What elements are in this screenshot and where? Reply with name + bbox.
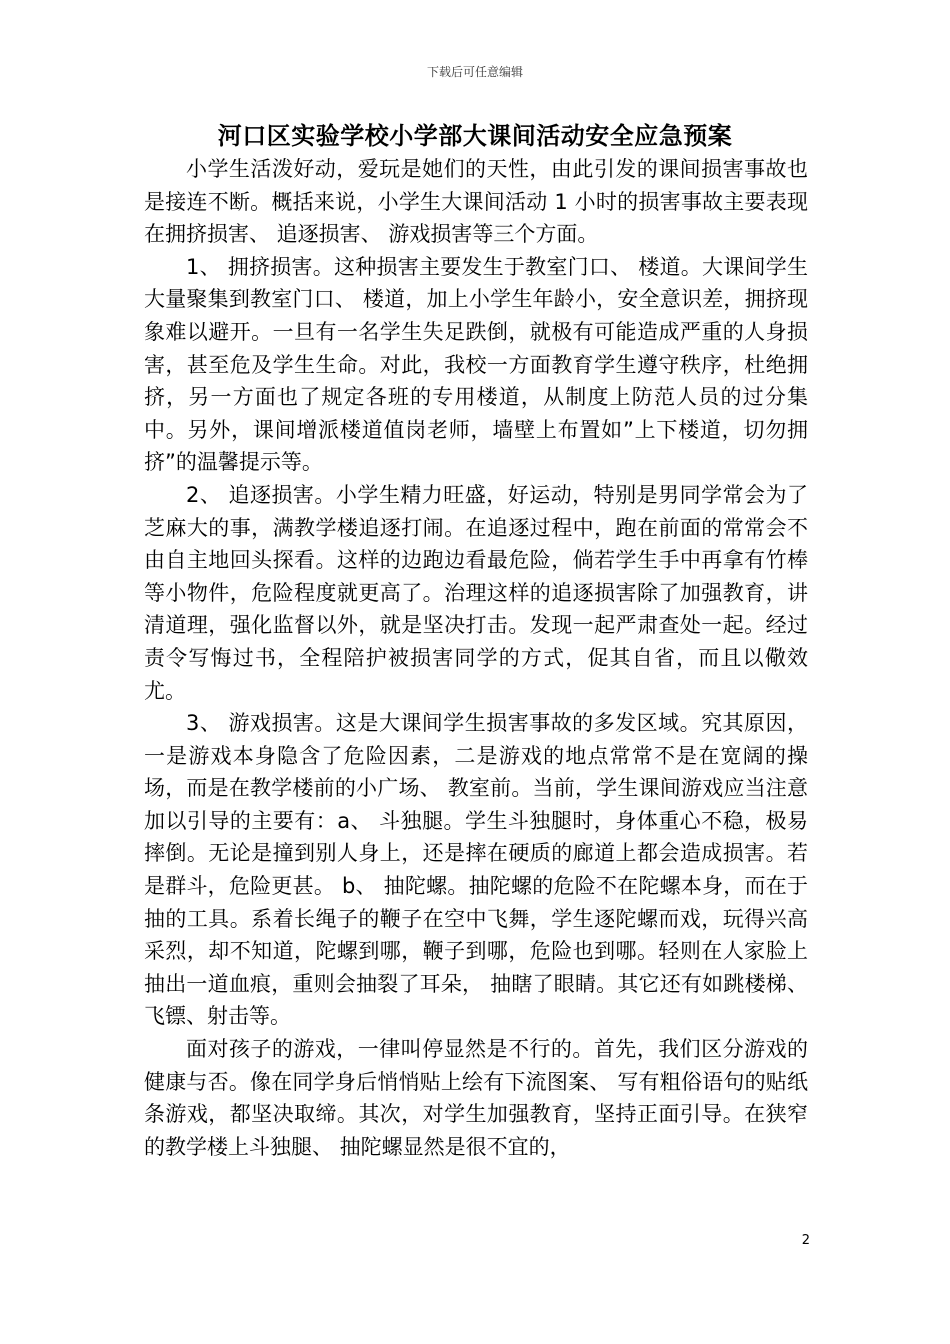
document-title: 河口区实验学校小学部大课间活动安全应急预案 (217, 122, 733, 150)
paragraph-crowding: 1、 拥挤损害。这种损害主要发生于教室门口、 楼道。大课间学生大量聚集到教室门口、 楼道，加上小学生年龄小，安全意识差，拥挤现象难以避开。一旦有一名学生失足跌倒，就极有可能造成严重的人身损害，甚至危及学生生命。对此，我校一方面教育学生遵守秩序，杜绝拥挤，另一方面也了规定各班的专用楼道，从制度上防范人员的过分集中。另外，课间增派楼道值岗老师，墙壁上布置如”上下楼道，切勿拥挤”的温馨提示等。 (144, 254, 808, 475)
page-number: 2 (801, 1233, 810, 1248)
paragraph-games: 3、 游戏损害。这是大课间学生损害事故的多发区域。究其原因，一是游戏本身隐含了危险因素，二是游戏的地点常常不是在宽阔的操场，而是在教学楼前的小广场、 教室前。当前，学生课间游戏应当注意加以引导的主要有：a、 斗独腿。学生斗独腿时，身体重心不稳，极易摔倒。无论是撞到别人身上，还是摔在硬质的廊道上都会造成损害。若是群斗，危险更甚。 b、 抽陀螺。抽陀螺的危险不在陀螺本身，而在于抽的工具。系着长绳子的鞭子在空中飞舞，学生逐陀螺而戏，玩得兴高采烈，却不知道，陀螺到哪，鞭子到哪，危险也到哪。轻则在人家脸上抽出一道血痕，重则会抽裂了耳朵， 抽瞎了眼睛。其它还有如跳楼梯、 飞镖、射击等。 (144, 711, 808, 1029)
document-body (144, 153, 808, 1163)
paragraph-intro: 小学生活泼好动，爱玩是她们的天性，由此引发的课间损害事故也是接连不断。概括来说，小学生大课间活动 1 小时的损害事故主要表现在拥挤损害、 追逐损害、 游戏损害等三个方面。 (144, 157, 808, 247)
paragraph-chasing: 2、 追逐损害。小学生精力旺盛，好运动，特别是男同学常会为了芝麻大的事，满教学楼追逐打闹。在追逐过程中，跑在前面的常常会不由自主地回头探看。这样的边跑边看最危险，倘若学生手中再拿有竹棒等小物件，危险程度就更高了。治理这样的追逐损害除了加强教育，讲清道理，强化监督以外，就是坚决打击。发现一起严肃查处一起。经过 责令写悔过书，全程陪护被损害同学的方式，促其自省，而且以儆效尤。 (144, 482, 808, 703)
page-header-note: 下载后可任意编辑 (426, 65, 523, 79)
paragraph-response: 面对孩子的游戏，一律叫停显然是不行的。首先，我们区分游戏的健康与否。像在同学身后悄悄贴上绘有下流图案、 写有粗俗语句的贴纸条游戏，都坚决取缔。其次，对学生加强教育，坚持正面引导。在狭窄的教学楼上斗独腿、 抽陀螺显然是很不宜的， (144, 1037, 808, 1159)
